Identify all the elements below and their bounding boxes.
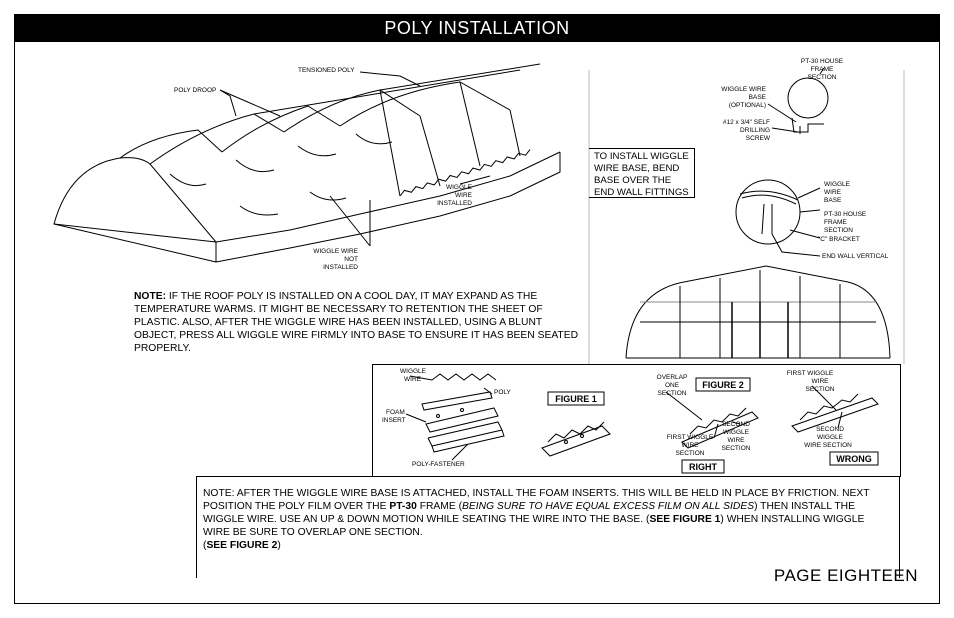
endwall-base-label-1: WIGGLE xyxy=(824,181,851,188)
note2-text-6: ) xyxy=(277,540,281,551)
wiggle-base-label-1: WIGGLE WIRE xyxy=(721,86,766,93)
note-label: NOTE: xyxy=(134,291,167,302)
wiggle-installed-label-1: WIGGLE xyxy=(445,184,472,191)
note2-text-1: AFTER THE WIGGLE WIRE BASE IS ATTACHED, INSTALL THE FOAM INSERTS. THIS WILL BE HELD IN PLACE BY FRICTION. NEXT POSITION THE POLY FILM OVER THE xyxy=(203,488,870,512)
tensioned-poly-label: TENSIONED POLY xyxy=(298,67,355,74)
screw-label-1: #12 x 3/4" SELF xyxy=(722,119,770,126)
right-label: RIGHT xyxy=(689,462,717,472)
poly-droop-label: POLY DROOP xyxy=(174,87,217,94)
endwall-base-label-2: WIRE xyxy=(824,189,841,196)
assembly-poly-label: POLY xyxy=(494,389,511,396)
note2-see-figure-2: SEE FIGURE 2 xyxy=(206,540,278,551)
note2-italic: BEING SURE TO HAVE EQUAL EXCESS FILM ON ALL SIDES xyxy=(462,501,755,512)
overlap-label-3: SECTION xyxy=(657,390,687,397)
second-wiggle-label-2: WIGGLE xyxy=(722,429,750,436)
end-wall-fitting-detail xyxy=(720,172,900,262)
frame-section-label-2: FRAME xyxy=(810,66,834,73)
roof-poly-note xyxy=(134,290,584,355)
poly-droop-diagram xyxy=(40,56,580,286)
wiggle-installed-label-2: WIRE xyxy=(455,192,472,199)
endwall-frame-label-1: PT-30 HOUSE xyxy=(824,211,867,218)
install-base-note: TO INSTALL WIGGLE WIRE BASE, BEND BASE OVER THE END WALL FITTINGS xyxy=(589,148,695,198)
note2-text-3: ) THEN INSTALL THE WIGGLE WIRE. USE AN UP & DOWN MOTION WHILE SEATING THE WIRE INTO THE BASE. ( xyxy=(203,501,855,525)
page-title: POLY INSTALLATION xyxy=(384,18,570,38)
screw-label-3: SCREW xyxy=(745,135,770,142)
figure1-label: FIGURE 1 xyxy=(555,394,597,404)
screw-label-2: DRILLING xyxy=(740,127,770,134)
note2-text-5: ( xyxy=(203,540,207,551)
endwall-frame-label-3: SECTION xyxy=(824,227,853,234)
note2-text-2: FRAME ( xyxy=(416,501,463,512)
overlap-label-1: OVERLAP xyxy=(656,374,688,381)
end-wall-elevation xyxy=(620,262,894,362)
page-number: PAGE EIGHTEEN xyxy=(773,566,918,585)
wrong-label: WRONG xyxy=(836,454,872,464)
endwall-base-label-3: BASE xyxy=(824,197,842,204)
not-installed-label-3: INSTALLED xyxy=(323,264,358,271)
wrong-first-label-3: SECTION xyxy=(805,386,835,393)
first-wiggle-label-2: WIRE xyxy=(681,442,699,449)
overlap-label-2: ONE xyxy=(664,382,680,389)
figures-panel xyxy=(372,364,902,478)
not-installed-label-2: NOT xyxy=(344,256,358,263)
wrong-second-label-1: SECOND xyxy=(816,426,844,433)
foam-insert-label-1: FOAM xyxy=(386,409,405,416)
note2-label: NOTE: xyxy=(203,488,235,499)
first-wiggle-label-1: FIRST WIGGLE xyxy=(666,434,714,441)
frame-section-label-1: PT-30 HOUSE xyxy=(800,58,844,65)
note2-text-4: ) WHEN INSTALLING WIGGLE WIRE BE SURE TO OVERLAP ONE SECTION. xyxy=(203,514,865,538)
note2-pt30: PT-30 xyxy=(389,501,417,512)
frame-section-detail xyxy=(700,56,880,148)
wiggle-base-label-2: BASE xyxy=(748,94,766,101)
assembly-wiggle-label-1: WIGGLE xyxy=(400,368,427,375)
foam-insert-label-2: INSERT xyxy=(382,417,406,424)
title-bar xyxy=(14,14,940,42)
wrong-first-label-1: FIRST WIGGLE xyxy=(786,370,834,377)
wiggle-installed-label-3: INSTALLED xyxy=(437,200,472,207)
end-wall-vertical-label: END WALL VERTICAL xyxy=(822,253,889,260)
c-bracket-label: "C" BRACKET xyxy=(818,236,860,243)
frame-section-label-3: SECTION xyxy=(807,74,837,81)
note-text: IF THE ROOF POLY IS INSTALLED ON A COOL DAY, IT MAY EXPAND AS THE TEMPERATURE WARMS. IT MIGHT BE NECESSARY TO RETENTION THE SHEET OF PLASTIC. ALSO, AFTER THE WIGGLE WIRE HAS BEEN INSTALLED, USING A BLUNT OBJECT, PRESS ALL WIGGLE WIRE FIRMLY INTO BASE TO ENSURE IT HAS BEEN SEATED PROPERLY. xyxy=(134,291,579,354)
wrong-second-label-2: WIGGLE xyxy=(816,434,844,441)
first-wiggle-label-3: SECTION xyxy=(675,450,705,457)
poly-fastener-label: POLY-FASTENER xyxy=(412,461,465,468)
endwall-frame-label-2: FRAME xyxy=(824,219,847,226)
installation-note xyxy=(196,476,900,578)
wiggle-base-label-3: (OPTIONAL) xyxy=(728,102,766,109)
figure2-label: FIGURE 2 xyxy=(702,380,744,390)
second-wiggle-label-4: SECTION xyxy=(721,445,751,452)
wrong-second-label-3: WIRE SECTION xyxy=(804,442,852,449)
not-installed-label-1: WIGGLE WIRE xyxy=(313,248,358,255)
second-wiggle-label-1: SECOND xyxy=(722,421,750,428)
assembly-wiggle-label-2: WIRE xyxy=(404,376,421,383)
wrong-first-label-2: WIRE xyxy=(811,378,829,385)
second-wiggle-label-3: WIRE xyxy=(727,437,745,444)
note2-see-figure-1: SEE FIGURE 1 xyxy=(649,514,721,525)
